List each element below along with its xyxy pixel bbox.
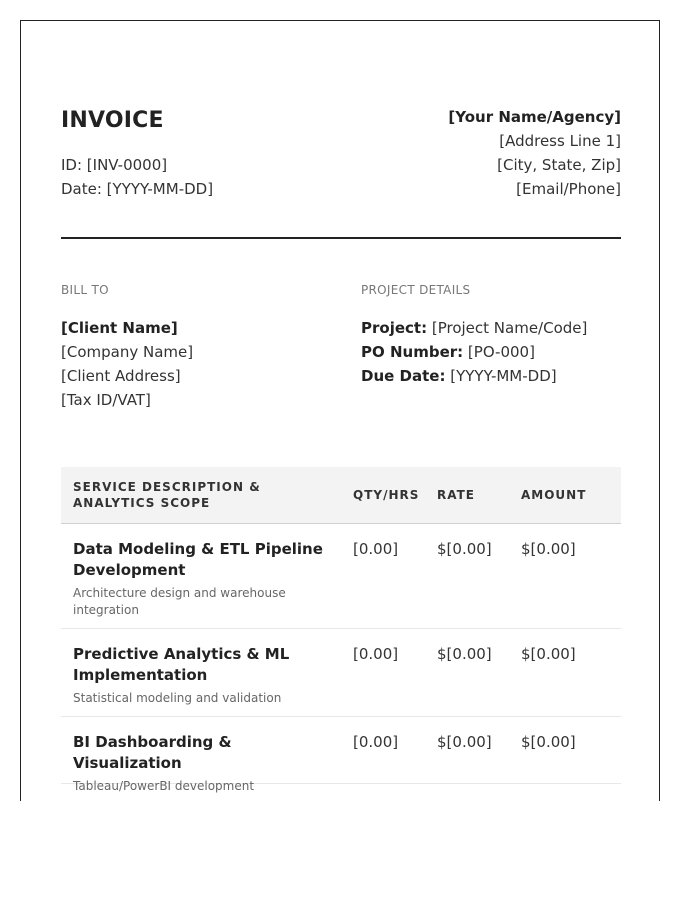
service-subtitle: Architecture design and warehouse integration: [73, 586, 286, 617]
client-tax-id: [Tax ID/VAT]: [61, 391, 151, 409]
services-table: [61, 467, 621, 793]
po-number-value: [PO-000]: [467, 343, 535, 361]
client-name: [Client Name]: [61, 319, 178, 337]
table-row: [61, 717, 621, 793]
sender-city: [City, State, Zip]: [497, 156, 621, 174]
service-rate: $[0.00]: [437, 645, 492, 663]
project-details-label: PROJECT DETAILS: [361, 283, 471, 297]
client-address: [Client Address]: [61, 367, 181, 385]
sender-details: [448, 105, 621, 201]
table-row: [61, 524, 621, 629]
client-company: [Company Name]: [61, 343, 194, 361]
due-date-value: [YYYY-MM-DD]: [450, 367, 557, 385]
bill-to-label: BILL TO: [61, 283, 109, 297]
due-date-line: [361, 364, 587, 388]
service-subtitle: Tableau/PowerBI development: [73, 779, 255, 793]
service-qty: [0.00]: [353, 645, 399, 663]
po-number-line: [361, 340, 587, 364]
sender-address: [Address Line 1]: [499, 132, 621, 150]
column-header-qty: QTY/HRS: [353, 488, 420, 502]
service-description: [73, 732, 333, 795]
service-title: BI Dashboarding & Visualization: [73, 733, 232, 772]
po-number-label: PO Number:: [361, 343, 464, 361]
project-line: [361, 316, 587, 340]
column-header-description: SERVICE DESCRIPTION & ANALYTICS SCOPE: [73, 480, 261, 510]
service-rate: $[0.00]: [437, 540, 492, 558]
service-amount: $[0.00]: [521, 540, 576, 558]
invoice-id: ID: [INV-0000]: [61, 156, 168, 174]
table-header: [61, 467, 621, 524]
column-header-amount: AMOUNT: [521, 488, 587, 502]
service-subtitle: Statistical modeling and validation: [73, 691, 282, 705]
header-divider: [61, 237, 621, 239]
project-details: [361, 316, 587, 388]
service-amount: $[0.00]: [521, 645, 576, 663]
service-amount: $[0.00]: [521, 733, 576, 751]
service-title: Data Modeling & ETL Pipeline Development: [73, 540, 323, 579]
project-value: [Project Name/Code]: [431, 319, 588, 337]
service-qty: [0.00]: [353, 540, 399, 558]
service-description: [73, 644, 333, 707]
bill-to-details: [61, 316, 193, 412]
service-title: Predictive Analytics & ML Implementation: [73, 645, 290, 684]
sender-contact: [Email/Phone]: [516, 180, 621, 198]
sender-name: [Your Name/Agency]: [448, 108, 621, 126]
due-date-label: Due Date:: [361, 367, 446, 385]
service-qty: [0.00]: [353, 733, 399, 751]
table-row: [61, 629, 621, 717]
invoice-date: Date: [YYYY-MM-DD]: [61, 180, 214, 198]
invoice-title: INVOICE: [61, 108, 164, 133]
project-label: Project:: [361, 319, 428, 337]
service-rate: $[0.00]: [437, 733, 492, 751]
column-header-rate: RATE: [437, 488, 475, 502]
service-description: [73, 539, 333, 619]
invoice-page: [20, 20, 660, 801]
